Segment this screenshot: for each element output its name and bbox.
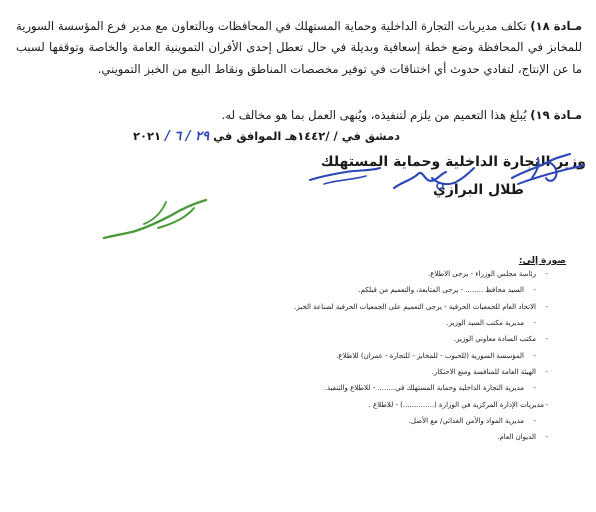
article-19 [16,106,582,124]
date-year: ٢٠٢١ [133,129,162,143]
minister-signature [96,194,216,242]
list-item: - مديريات الإدارة المركزية في الوزارة (..............) - للاطلاع . [368,400,548,409]
date-line [133,129,400,144]
article-18 [16,16,582,81]
article-19-heading: مـادة ١٩) [530,107,582,122]
list-item: - مديرية التجارة الداخلية وحماية المستهلك في........ - للاطلاع والتنفيذ. [324,384,536,393]
minister-name: طلال البرازي [432,182,524,198]
list-item: - المؤسسة السورية (للحبوب - للمخابز - للتجارة - عمران) للاطلاع. [336,351,536,360]
list-item: - مديرية المواد والأمن الغذائي/ مع الأصل. [408,417,536,426]
list-item: - الاتحاد العام للجمعيات الحرفية - يرجى التعميم على الجمعيات الحرفية لصناعة الخبز. [294,302,548,311]
article-19-text: يُبلغ هذا التعميم من يلزم لتنفيذه، ويُنهى العمل بما هو مخالف له. [221,107,527,122]
initials-signature-right [508,148,588,190]
list-item: - السيد محافظ ........ - يرجى المتابعة، والتعميم من قبلكم. [358,286,536,295]
minister-title: وزير التجارة الداخلية وحماية المستهلك [320,154,586,170]
list-item: - مكتب السادة معاوني الوزير. [453,335,548,344]
date-prefix: دمشق في / /١٤٤٢هـ الموافق في [213,129,400,143]
handwritten-date: ٢٩ / ٦ / [165,129,210,144]
initials-signature-left [306,162,386,188]
initials-signature-middle [388,160,478,196]
article-18-text: تكلف مديريات التجارة الداخلية وحماية المستهلك في المحافظات وبالتعاون مع مدير فرع المؤسسة السورية للمخابز في المحافظة وضع خطة إسعافية وبديلة في حال تعطل إحدى الأفران التموينية العامة والخاصة وتوقفها لسبب ما عن الإنتاج، لتفادي حدوث أي اختناقات في توفير مخصصات المناطق ونقاط البيع من الخبز التمويني. [16,18,582,76]
list-item: - الهيئة العامة للمنافسة ومنع الاحتكار. [431,368,548,377]
list-item: - الديوان العام. [497,433,548,442]
copies-heading: صورة إلى: [518,256,566,266]
list-item: - رئاسة مجلس الوزراء - يرجى الاطلاع. [428,270,548,278]
copies-list [294,266,548,446]
article-18-heading: مـادة ١٨) [530,18,583,33]
list-item: - مديرية مكتب السيد الوزير. [446,319,536,328]
